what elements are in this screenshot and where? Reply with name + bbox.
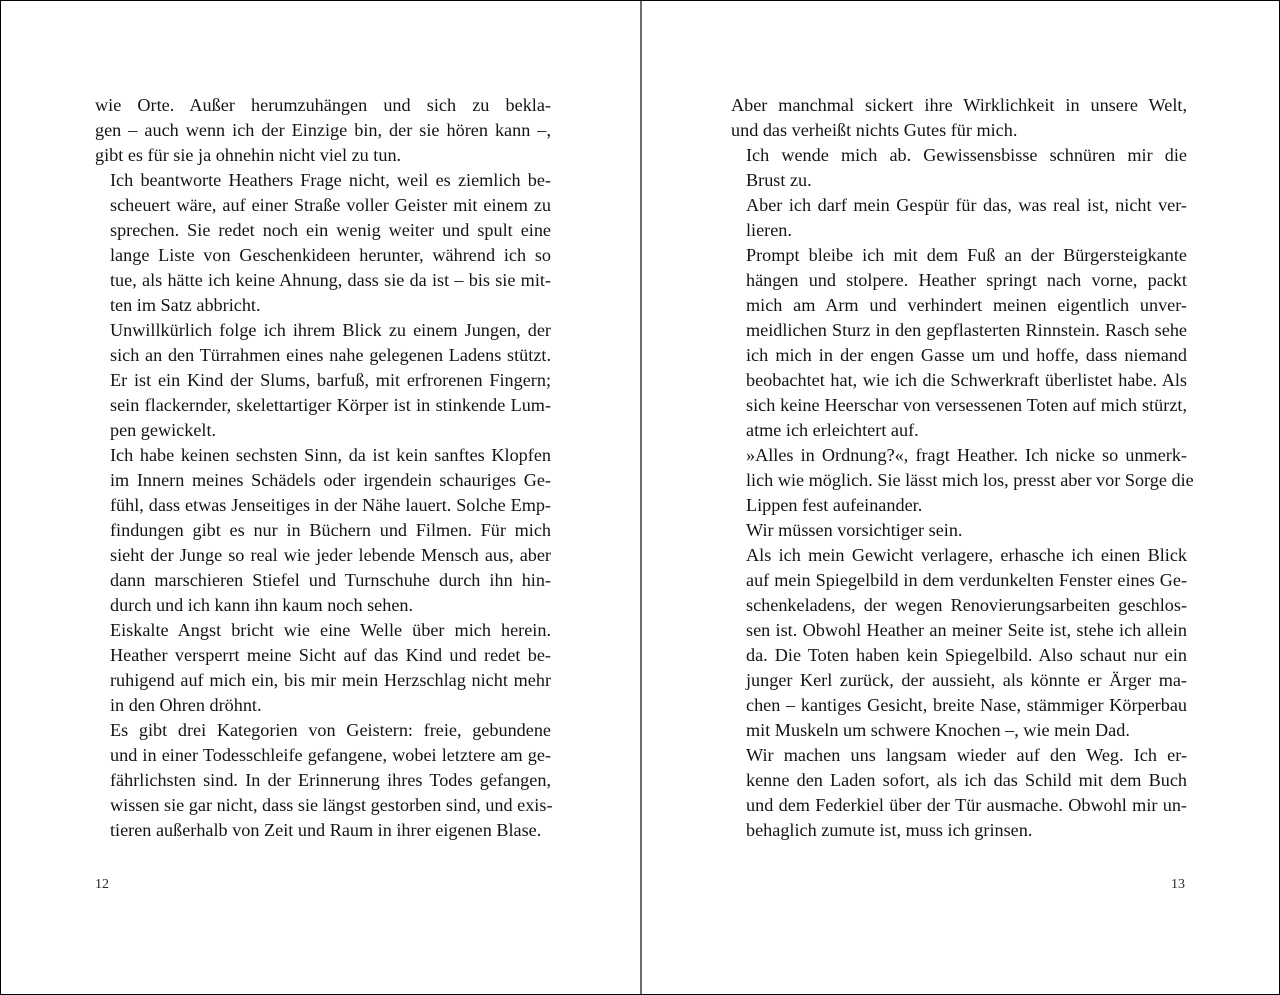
text-line: scheuert wäre, auf einer Straße voller Geister mit einem zu bbox=[110, 195, 551, 215]
paragraph bbox=[731, 443, 1194, 518]
text-line: sieht der Junge so real wie jeder lebende Mensch aus, aber bbox=[110, 545, 551, 565]
text-line: sein flackernder, skelettartiger Körper ist in stinkende Lum- bbox=[110, 395, 551, 415]
paragraph bbox=[731, 518, 1187, 543]
left-page-number: 12 bbox=[95, 877, 109, 892]
text-line: tue, als hätte ich keine Ahnung, dass sie da ist – bis sie mit- bbox=[110, 270, 551, 290]
text-line: sich keine Heerschar von versessenen Toten auf mich stürzt, bbox=[746, 395, 1187, 415]
paragraph bbox=[95, 618, 551, 718]
paragraph bbox=[95, 318, 551, 443]
right-page bbox=[731, 93, 1194, 843]
text-line: mit Muskeln um schwere Knochen –, wie mein Dad. bbox=[746, 720, 1130, 740]
text-line: Es gibt drei Kategorien von Geistern: freie, gebundene bbox=[110, 720, 551, 740]
text-line: fährlichsten sind. In der Erinnerung ihres Todes gefangen, bbox=[110, 770, 551, 790]
text-line: lange Liste von Geschenkideen herunter, während ich so bbox=[110, 245, 551, 265]
text-line: pen gewickelt. bbox=[110, 420, 217, 440]
text-line: auf mein Spiegelbild in dem verdunkelten Fenster eines Ge- bbox=[746, 570, 1187, 590]
text-line: im Innern meines Schädels oder irgendein schauriges Ge- bbox=[110, 470, 551, 490]
text-line: und das verheißt nichts Gutes für mich. bbox=[731, 120, 1018, 140]
text-line: Eiskalte Angst bricht wie eine Welle über mich herein. bbox=[110, 620, 551, 640]
text-line: »Alles in Ordnung?«, fragt Heather. Ich nicke so unmerk- bbox=[746, 445, 1187, 465]
text-line: dann marschieren Stiefel und Turnschuhe durch ihn hin- bbox=[110, 570, 551, 590]
text-line: Ich wende mich ab. Gewissensbisse schnüren mir die bbox=[746, 145, 1187, 165]
text-line: tieren außerhalb von Zeit und Raum in ihrer eigenen Blase. bbox=[110, 820, 542, 840]
text-line: gen – auch wenn ich der Einzige bin, der sie hören kann –, bbox=[95, 120, 551, 140]
paragraph bbox=[731, 193, 1187, 243]
paragraph bbox=[731, 93, 1187, 143]
text-line: Wir müssen vorsichtiger sein. bbox=[746, 520, 963, 540]
right-page-text bbox=[731, 93, 1194, 843]
text-line: wie Orte. Außer herumzuhängen und sich zu bekla- bbox=[95, 95, 551, 115]
text-line: Lippen fest aufeinander. bbox=[746, 495, 923, 515]
text-line: und dem Federkiel über der Tür ausmache. Obwohl mir un- bbox=[746, 795, 1187, 815]
text-line: Ich habe keinen sechsten Sinn, da ist kein sanftes Klopfen bbox=[110, 445, 551, 465]
text-line: in den Ohren dröhnt. bbox=[110, 695, 262, 715]
text-line: Heather versperrt meine Sicht auf das Kind und redet be- bbox=[110, 645, 551, 665]
text-line: behaglich zumute ist, muss ich grinsen. bbox=[746, 820, 1033, 840]
text-line: Er ist ein Kind der Slums, barfuß, mit erfrorenen Fingern; bbox=[110, 370, 551, 390]
text-line: Unwillkürlich folge ich ihrem Blick zu einem Jungen, der bbox=[110, 320, 551, 340]
text-line: findungen gibt es nur in Büchern und Filmen. Für mich bbox=[110, 520, 551, 540]
paragraph bbox=[95, 168, 551, 318]
text-line: Brust zu. bbox=[746, 170, 812, 190]
left-page-text bbox=[95, 93, 551, 843]
text-line: junger Kerl zurück, der aussieht, als könnte er Ärger ma- bbox=[746, 670, 1187, 690]
text-line: atme ich erleichtert auf. bbox=[746, 420, 919, 440]
text-line: hängen und stolpere. Heather springt nach vorne, packt bbox=[746, 270, 1187, 290]
paragraph bbox=[95, 93, 551, 168]
text-line: mich am Arm und verhindert meinen eigentlich unver- bbox=[746, 295, 1187, 315]
paragraph bbox=[95, 443, 551, 618]
paragraph bbox=[731, 143, 1187, 193]
text-line: kenne den Laden sofort, als ich das Schild mit dem Buch bbox=[746, 770, 1187, 790]
text-line: Aber manchmal sickert ihre Wirklichkeit in unsere Welt, bbox=[731, 95, 1187, 115]
text-line: da. Die Toten haben kein Spiegelbild. Also schaut nur ein bbox=[746, 645, 1187, 665]
text-line: schenkeladens, der wegen Renovierungsarbeiten geschlos- bbox=[746, 595, 1187, 615]
paragraph bbox=[731, 743, 1187, 843]
text-line: ten im Satz abbricht. bbox=[110, 295, 261, 315]
text-line: Ich beantworte Heathers Frage nicht, weil es ziemlich be- bbox=[110, 170, 551, 190]
left-page bbox=[95, 93, 551, 843]
text-line: wissen sie gar nicht, dass sie längst gestorben sind, und exis- bbox=[110, 795, 553, 815]
text-line: ruhigend auf mich ein, bis mir mein Herzschlag nicht mehr bbox=[110, 670, 551, 690]
text-line: sich an den Türrahmen eines nahe gelegenen Ladens stützt. bbox=[110, 345, 551, 365]
text-line: Aber ich darf mein Gespür für das, was real ist, nicht ver- bbox=[746, 195, 1187, 215]
text-line: sprechen. Sie redet noch ein wenig weiter und spult eine bbox=[110, 220, 551, 240]
paragraph bbox=[731, 543, 1187, 743]
text-line: beobachtet hat, wie ich die Schwerkraft überlistet habe. Als bbox=[746, 370, 1187, 390]
text-line: Prompt bleibe ich mit dem Fuß an der Bürgersteigkante bbox=[746, 245, 1187, 265]
text-line: lieren. bbox=[746, 220, 792, 240]
text-line: Wir machen uns langsam wieder auf den Weg. Ich er- bbox=[746, 745, 1187, 765]
right-page-number: 13 bbox=[1171, 877, 1185, 892]
page-gutter bbox=[640, 1, 642, 994]
text-line: und in einer Todesschleife gefangene, wobei letztere am ge- bbox=[110, 745, 551, 765]
text-line: fühl, dass etwas Jenseitiges in der Nähe lauert. Solche Emp- bbox=[110, 495, 551, 515]
text-line: gibt es für sie ja ohnehin nicht viel zu tun. bbox=[95, 145, 402, 165]
paragraph bbox=[731, 243, 1187, 443]
text-line: ich mich in der engen Gasse um und hoffe, dass niemand bbox=[746, 345, 1187, 365]
text-line: meidlichen Sturz in den gepflasterten Rinnstein. Rasch sehe bbox=[746, 320, 1187, 340]
text-line: Als ich mein Gewicht verlagere, erhasche ich einen Blick bbox=[746, 545, 1187, 565]
text-line: durch und ich kann ihn kaum noch sehen. bbox=[110, 595, 414, 615]
paragraph bbox=[95, 718, 551, 843]
text-line: sen ist. Obwohl Heather an meiner Seite ist, stehe ich allein bbox=[746, 620, 1187, 640]
text-line: chen – kantiges Gesicht, breite Nase, stämmiger Körperbau bbox=[746, 695, 1187, 715]
text-line: lich wie möglich. Sie lässt mich los, presst aber vor Sorge die bbox=[746, 470, 1194, 490]
